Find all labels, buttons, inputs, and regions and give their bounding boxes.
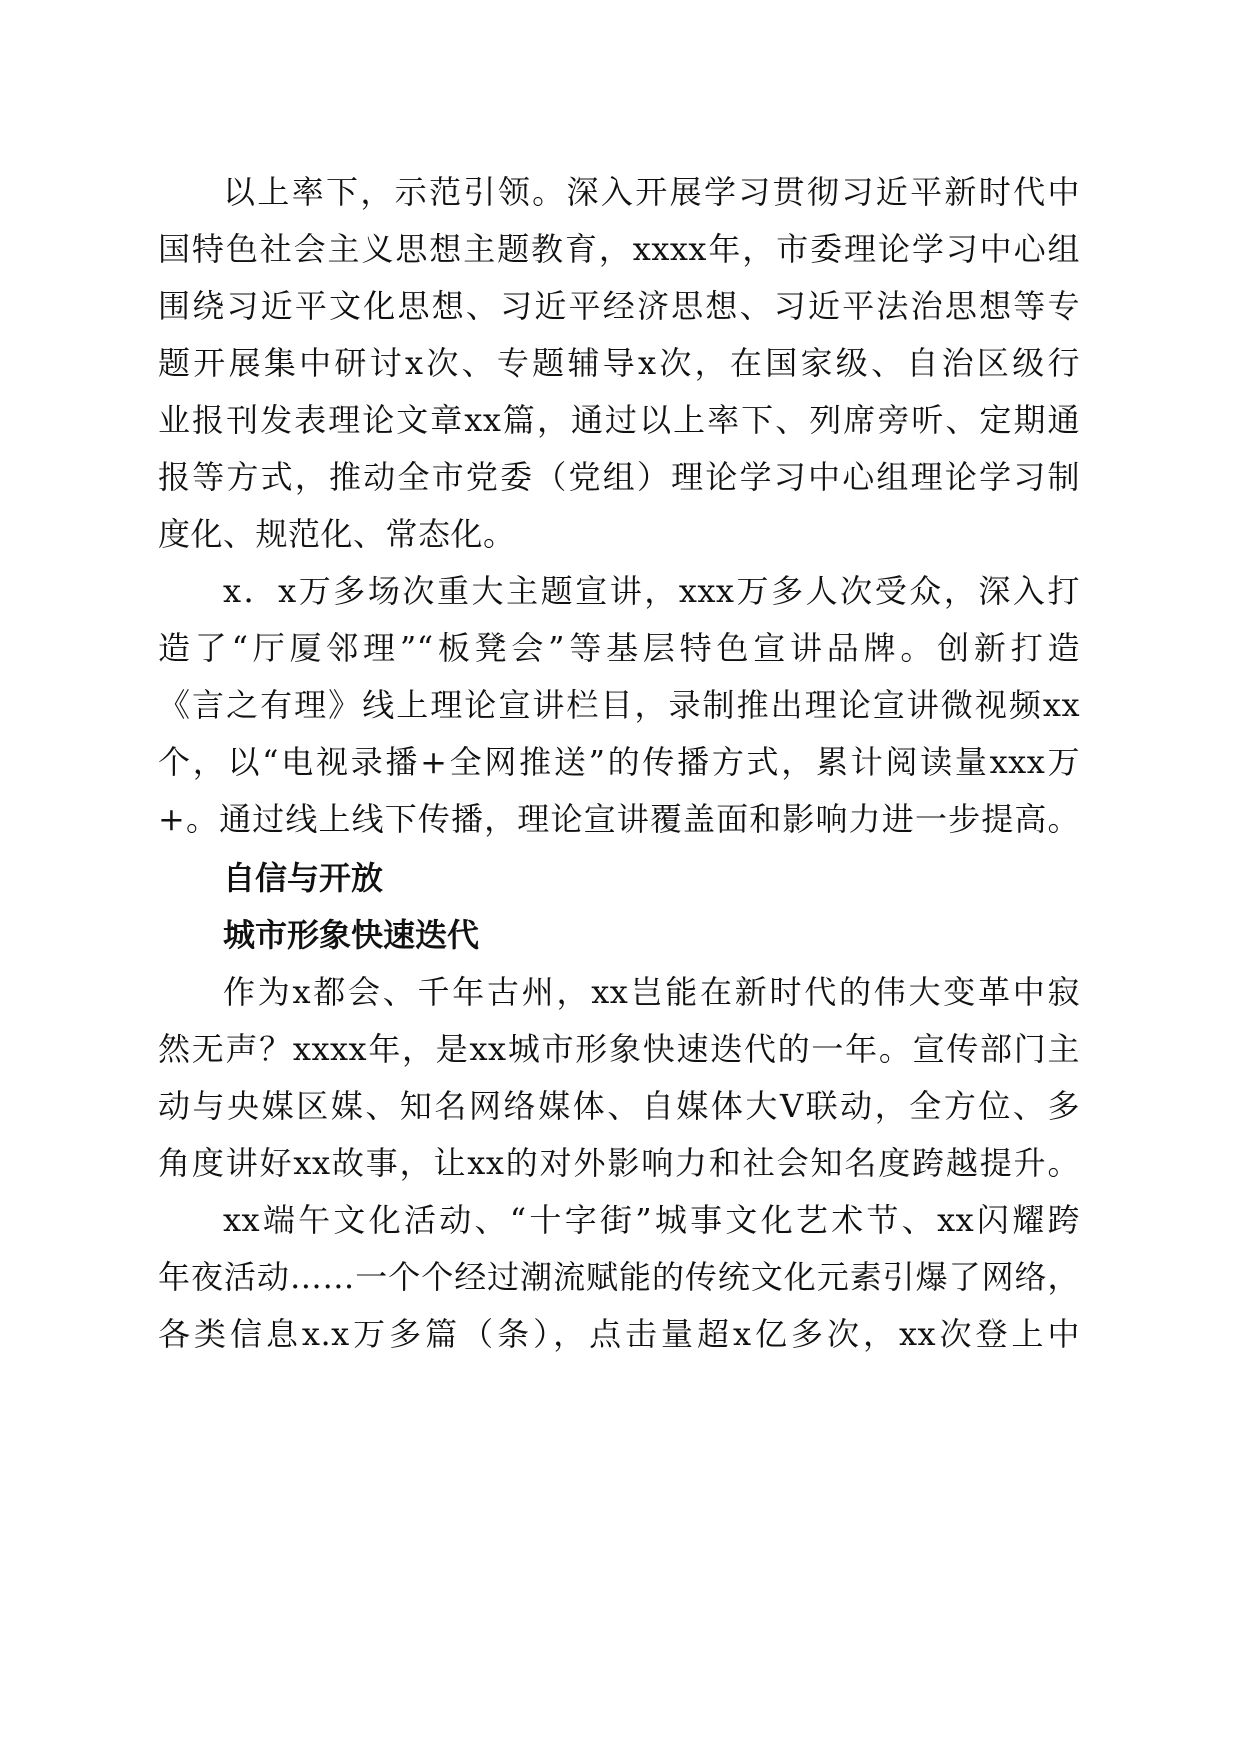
paragraph-line: 作为x都会、千年古州，xx岂能在新时代的伟大变革中寂 [223,973,1080,1011]
paragraph-line: 个，以“电视录播+全网推送”的传播方式，累计阅读量xxx万 [158,743,1080,781]
section-heading: 自信与开放 [223,859,384,897]
paragraph-line: 题开展集中研讨x次、专题辅导x次，在国家级、自治区级行 [158,344,1080,382]
paragraph-line: 然无声？xxxx年，是xx城市形象快速迭代的一年。宣传部门主 [158,1030,1080,1068]
paragraph-line: 围绕习近平文化思想、习近平经济思想、习近平法治思想等专 [158,287,1080,325]
paragraph-line: 动与央媒区媒、知名网络媒体、自媒体大V联动，全方位、多 [158,1087,1080,1125]
paragraph-line: +。通过线上线下传播，理论宣讲覆盖面和影响力进一步提高。 [158,800,1080,838]
paragraph-line: 各类信息x.x万多篇（条），点击量超x亿多次，xx次登上中 [158,1315,1080,1353]
paragraph-line: 度化、规范化、常态化。 [158,515,516,553]
paragraph-line: 造了“厅厦邻理”“板凳会”等基层特色宣讲品牌。创新打造 [158,629,1080,667]
paragraph-line: 报等方式，推动全市党委（党组）理论学习中心组理论学习制 [158,458,1080,496]
paragraph-line: 《言之有理》线上理论宣讲栏目，录制推出理论宣讲微视频xx [158,686,1080,724]
paragraph-line: 角度讲好xx故事，让xx的对外影响力和社会知名度跨越提升。 [158,1144,1080,1182]
paragraph-line: 年夜活动……一个个经过潮流赋能的传统文化元素引爆了网络， [158,1258,1080,1296]
paragraph-line: x．x万多场次重大主题宣讲，xxx万多人次受众，深入打 [223,572,1080,610]
paragraph-line: xx端午文化活动、“十字街”城事文化艺术节、xx闪耀跨 [223,1201,1080,1239]
paragraph-line: 以上率下，示范引领。深入开展学习贯彻习近平新时代中 [223,173,1080,211]
paragraph-line: 国特色社会主义思想主题教育，xxxx年，市委理论学习中心组 [158,230,1080,268]
paragraph-line: 业报刊发表理论文章xx篇，通过以上率下、列席旁听、定期通 [158,401,1080,439]
section-subheading: 城市形象快速迭代 [223,916,480,954]
